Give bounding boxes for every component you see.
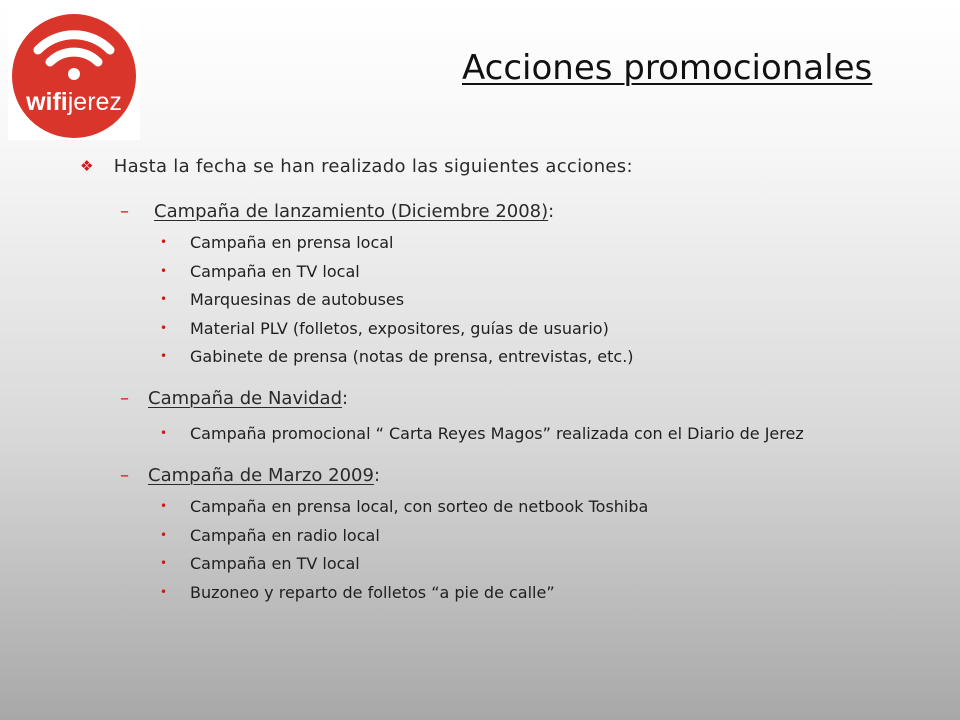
bullet-dot-icon: • xyxy=(160,292,168,306)
list-item-text: Material PLV (folletos, expositores, guías de usuario) xyxy=(190,318,609,338)
list-item-text: Campaña en TV local xyxy=(190,261,360,281)
bullet-dot-icon: • xyxy=(160,584,168,599)
list-item xyxy=(160,343,634,372)
section-item-list xyxy=(160,493,648,607)
list-item xyxy=(160,420,804,449)
page-title: Acciones promocionales xyxy=(462,48,873,88)
bullet-dot-icon: • xyxy=(160,527,168,542)
wifijerez-logo xyxy=(8,8,140,140)
dash-bullet-icon: – xyxy=(120,388,129,409)
list-item xyxy=(160,229,634,258)
list-item xyxy=(160,550,648,579)
list-item-text: Marquesinas de autobuses xyxy=(190,290,405,309)
bullet-dot-icon: • xyxy=(160,349,168,363)
section-title: Campaña de lanzamiento (Diciembre 2008) xyxy=(154,201,549,222)
section-suffix: : xyxy=(342,388,349,409)
list-item xyxy=(160,493,648,522)
section-title: Campaña de Navidad xyxy=(148,388,343,409)
wifi-logo-icon xyxy=(8,8,140,140)
diamond-bullet-icon: ❖ xyxy=(80,157,94,175)
list-item xyxy=(160,315,634,344)
section-suffix: : xyxy=(548,201,555,222)
bullet-dot-icon: • xyxy=(160,556,168,570)
section-item-list xyxy=(160,229,634,372)
intro-text: Hasta la fecha se han realizado las siguientes acciones: xyxy=(113,156,633,177)
list-item xyxy=(160,258,634,287)
list-item xyxy=(160,286,634,315)
dash-bullet-icon: – xyxy=(120,465,129,486)
bullet-dot-icon: • xyxy=(160,426,168,440)
section-title: Campaña de Marzo 2009 xyxy=(148,465,374,486)
section-suffix: : xyxy=(373,465,381,486)
dash-bullet-icon: – xyxy=(120,201,129,222)
list-item-text: Campaña en radio local xyxy=(190,525,380,545)
list-item-text: Campaña en prensa local, con sorteo de netbook Toshiba xyxy=(190,497,649,516)
logo-text-jerez: jerez xyxy=(67,88,122,116)
section-heading xyxy=(120,388,348,409)
section-item-list xyxy=(160,420,804,449)
list-item xyxy=(160,579,648,608)
list-item-text: Gabinete de prensa (notas de prensa, entrevistas, etc.) xyxy=(190,347,634,366)
logo-text-wifi: wifi xyxy=(26,88,68,116)
bullet-dot-icon: • xyxy=(160,499,168,513)
svg-text:wifijerez xyxy=(25,88,122,116)
bullet-dot-icon: • xyxy=(160,263,168,278)
intro-line xyxy=(80,156,633,177)
list-item-text: Campaña en TV local xyxy=(190,554,360,573)
list-item xyxy=(160,522,648,551)
list-item-text: Campaña promocional “ Carta Reyes Magos” realizada con el Diario de Jerez xyxy=(190,424,804,443)
bullet-dot-icon: • xyxy=(160,235,168,249)
list-item-text: Campaña en prensa local xyxy=(190,233,394,252)
section-heading xyxy=(120,465,380,486)
section-heading xyxy=(120,201,554,222)
list-item-text: Buzoneo y reparto de folletos “a pie de calle” xyxy=(190,582,555,602)
bullet-dot-icon: • xyxy=(160,320,168,335)
